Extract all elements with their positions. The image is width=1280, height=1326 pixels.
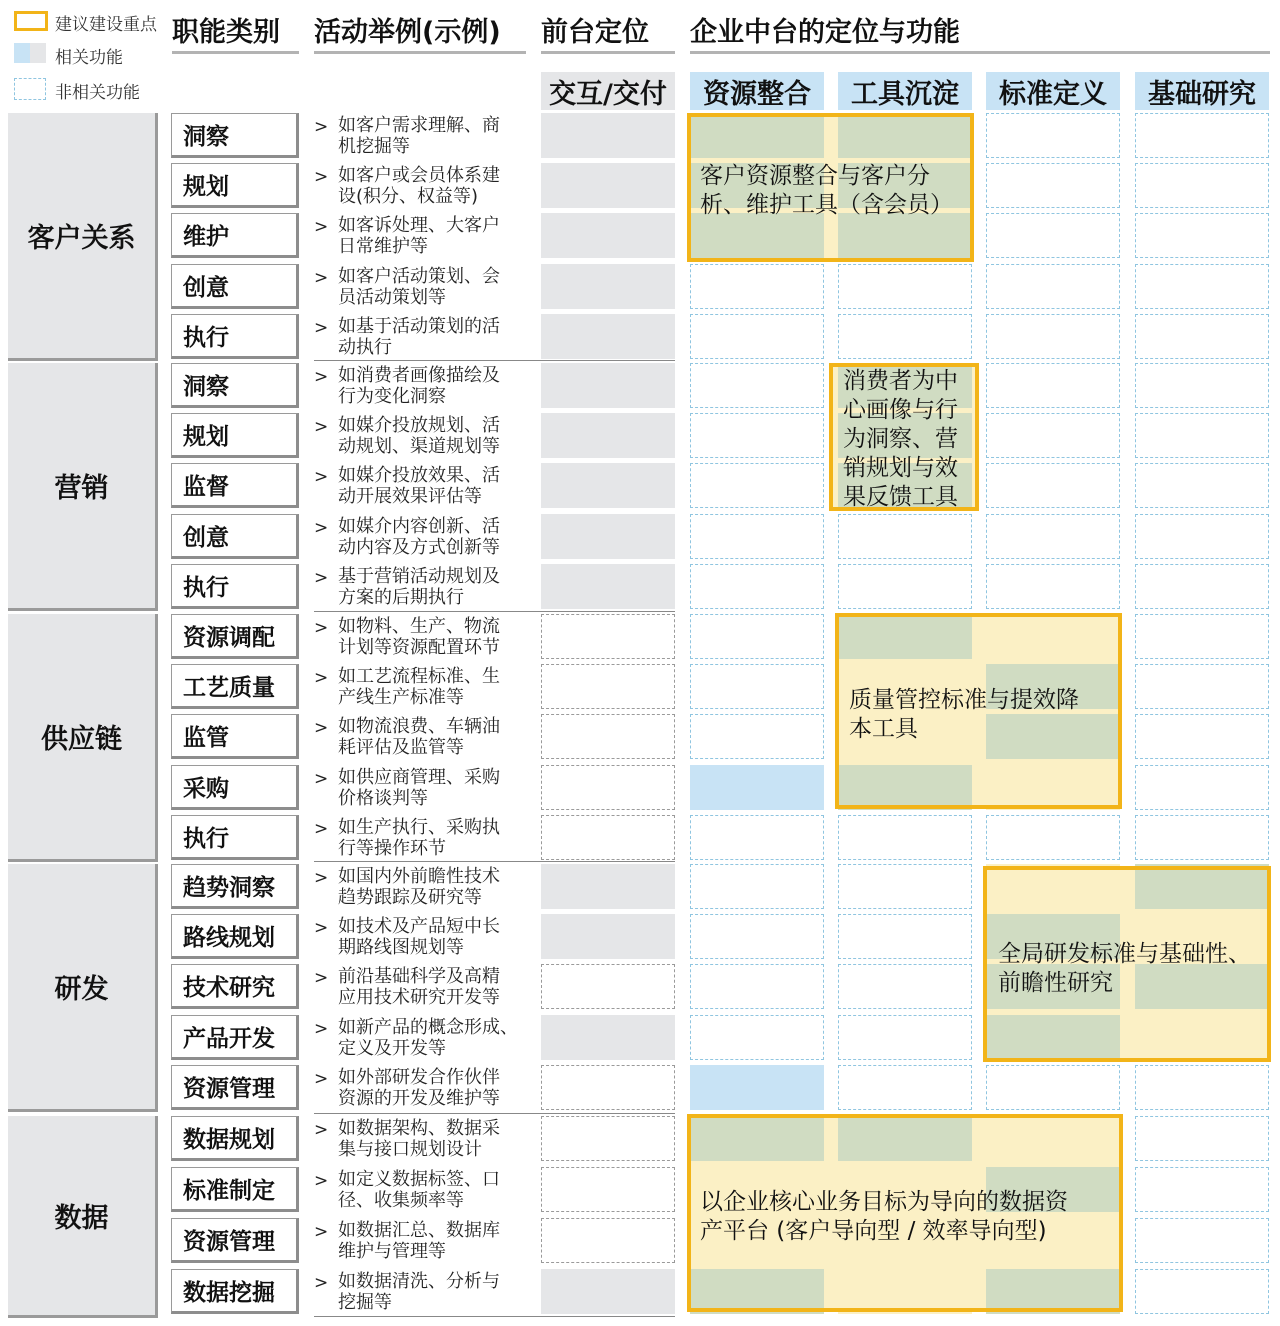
activity-text: 径、收集频率等: [338, 1190, 464, 1211]
highlight-label: 全局研发标准与基础性、: [998, 941, 1251, 967]
function-cell: 资源管理: [171, 1218, 299, 1263]
activity-text: 行等操作环节: [338, 838, 446, 859]
middle-cell-unrelated: [838, 864, 972, 909]
activity-bullet-icon: >: [314, 417, 329, 437]
front-cell: [541, 463, 675, 508]
function-cell: 数据挖掘: [171, 1269, 299, 1314]
activity-bullet-icon: >: [314, 668, 329, 688]
middle-cell-unrelated: [838, 1015, 972, 1060]
middle-cell-unrelated: [1135, 1116, 1269, 1161]
function-cell: 路线规划: [171, 914, 299, 959]
middle-cell-unrelated: [1135, 1065, 1269, 1110]
function-cell: 资源管理: [171, 1065, 299, 1110]
middle-cell-unrelated: [838, 564, 972, 609]
activity-text: 如客户或会员体系建: [338, 165, 500, 186]
front-cell: [541, 413, 675, 458]
middle-cell-unrelated: [690, 614, 824, 659]
activity-bullet-icon: >: [314, 268, 329, 288]
front-cell: [541, 1167, 675, 1212]
middle-cell-unrelated: [1135, 664, 1269, 709]
activity-text: 计划等资源配置环节: [338, 637, 500, 658]
activity-bullet-icon: >: [314, 1019, 329, 1039]
activity-bullet-icon: >: [314, 1069, 329, 1089]
function-cell: 标准制定: [171, 1167, 299, 1212]
front-cell: [541, 1116, 675, 1161]
highlight-label: 客户资源整合与客户分: [700, 163, 930, 189]
middle-cell-unrelated: [690, 314, 824, 359]
function-cell: 采购: [171, 765, 299, 810]
middle-cell-unrelated: [1135, 413, 1269, 458]
activity-text: 如消费者画像描绘及: [338, 365, 500, 386]
activity-text: 动规划、渠道规划等: [338, 436, 500, 457]
middle-cell-unrelated: [986, 213, 1120, 258]
highlight-label: 以企业核心业务目标为导向的数据资: [700, 1189, 1068, 1215]
middle-cell-unrelated: [986, 314, 1120, 359]
activity-bullet-icon: >: [314, 718, 329, 738]
middle-cell-unrelated: [986, 264, 1120, 309]
activity-bullet-icon: >: [314, 117, 329, 137]
activity-text: 如工艺流程标准、生: [338, 666, 500, 687]
activity-text: 如供应商管理、采购: [338, 767, 500, 788]
highlight-label: 消费者为中: [843, 368, 958, 394]
middle-cell-unrelated: [838, 314, 972, 359]
activity-text: 前沿基础科学及高精: [338, 966, 500, 987]
activity-bullet-icon: >: [314, 568, 329, 588]
middle-cell-unrelated: [690, 463, 824, 508]
middle-cell-unrelated: [1135, 163, 1269, 208]
activity-text: 日常维护等: [338, 236, 428, 257]
front-cell: [541, 815, 675, 860]
middle-cell-unrelated: [1135, 1218, 1269, 1263]
middle-cell-unrelated: [986, 815, 1120, 860]
front-cell: [541, 564, 675, 609]
activity-bullet-icon: >: [314, 367, 329, 387]
activity-text: 如技术及产品短中长: [338, 916, 500, 937]
header-middle: 企业中台的定位与功能: [690, 17, 960, 48]
front-cell: [541, 765, 675, 810]
category-rnd: 研发: [8, 864, 158, 1112]
middle-cell-related: [690, 765, 824, 810]
group-separator: [314, 360, 675, 361]
highlight-label: 质量管控标准与提效降: [849, 687, 1079, 713]
function-cell: 维护: [171, 213, 299, 258]
middle-cell-unrelated: [690, 564, 824, 609]
front-cell: [541, 514, 675, 559]
activity-text: 如物料、生产、物流: [338, 616, 500, 637]
activity-text: 挖掘等: [338, 1292, 392, 1313]
middle-cell-unrelated: [1135, 1167, 1269, 1212]
front-cell: [541, 113, 675, 158]
middle-cell-unrelated: [986, 463, 1120, 508]
middle-cell-unrelated: [690, 964, 824, 1009]
activity-bullet-icon: >: [314, 167, 329, 187]
activity-text: 行为变化洞察: [338, 386, 446, 407]
subheader-tools: 工具沉淀: [838, 72, 972, 110]
middle-cell-unrelated: [986, 1065, 1120, 1110]
middle-cell-unrelated: [838, 815, 972, 860]
activity-bullet-icon: >: [314, 467, 329, 487]
middle-cell-related: [690, 1065, 824, 1110]
front-cell: [541, 213, 675, 258]
activity-text: 如媒介内容创新、活: [338, 516, 500, 537]
activity-text: 如客户活动策划、会: [338, 266, 500, 287]
highlight-label: 销规划与效: [843, 455, 958, 481]
middle-cell-unrelated: [1135, 463, 1269, 508]
middle-cell-unrelated: [1135, 564, 1269, 609]
middle-cell-unrelated: [1135, 514, 1269, 559]
highlight-label: 析、维护工具（含会员）: [700, 192, 953, 218]
function-cell: 洞察: [171, 363, 299, 408]
activity-text: 如新产品的概念形成、: [338, 1017, 518, 1038]
activity-bullet-icon: >: [314, 968, 329, 988]
legend-related-swatch-gray: [30, 43, 46, 63]
front-cell: [541, 1065, 675, 1110]
activity-bullet-icon: >: [314, 918, 329, 938]
front-cell: [541, 1269, 675, 1314]
activity-text: 如客户需求理解、商: [338, 115, 500, 136]
activity-text: 应用技术研究开发等: [338, 987, 500, 1008]
middle-cell-unrelated: [690, 514, 824, 559]
activity-bullet-icon: >: [314, 518, 329, 538]
activity-text: 动开展效果评估等: [338, 486, 482, 507]
function-cell: 趋势洞察: [171, 864, 299, 909]
activity-text: 耗评估及监管等: [338, 737, 464, 758]
group-separator: [314, 1316, 675, 1317]
activity-text: 如外部研发合作伙伴: [338, 1067, 500, 1088]
highlight-label: 本工具: [849, 716, 918, 742]
legend-key-label: 建议建设重点: [55, 15, 157, 35]
middle-cell-unrelated: [690, 264, 824, 309]
activity-text: 如定义数据标签、口: [338, 1169, 500, 1190]
activity-bullet-icon: >: [314, 868, 329, 888]
subheader-resource: 资源整合: [690, 72, 824, 110]
front-cell: [541, 314, 675, 359]
middle-cell-unrelated: [690, 664, 824, 709]
middle-cell-unrelated: [986, 363, 1120, 408]
activity-bullet-icon: >: [314, 819, 329, 839]
activity-text: 动执行: [338, 337, 392, 358]
activity-text: 期路线图规划等: [338, 937, 464, 958]
middle-cell-unrelated: [1135, 363, 1269, 408]
function-cell: 产品开发: [171, 1015, 299, 1060]
middle-cell-unrelated: [1135, 614, 1269, 659]
header-front: 前台定位: [541, 17, 649, 48]
front-cell: [541, 714, 675, 759]
activity-text: 如数据汇总、数据库: [338, 1220, 500, 1241]
header-front-rule: [541, 51, 675, 54]
activity-text: 如客诉处理、大客户: [338, 215, 500, 236]
function-cell: 执行: [171, 314, 299, 359]
middle-cell-unrelated: [986, 113, 1120, 158]
category-customer-relations: 客户关系: [8, 113, 158, 361]
middle-cell-unrelated: [1135, 765, 1269, 810]
activity-text: 动内容及方式创新等: [338, 537, 500, 558]
activity-text: 定义及开发等: [338, 1038, 446, 1059]
activity-bullet-icon: >: [314, 1120, 329, 1140]
activity-bullet-icon: >: [314, 618, 329, 638]
group-separator: [314, 611, 675, 612]
function-cell: 执行: [171, 815, 299, 860]
activity-bullet-icon: >: [314, 1273, 329, 1293]
activity-text: 员活动策划等: [338, 287, 446, 308]
function-cell: 监督: [171, 463, 299, 508]
function-cell: 创意: [171, 514, 299, 559]
middle-cell-unrelated: [1135, 314, 1269, 359]
activity-bullet-icon: >: [314, 1171, 329, 1191]
front-cell: [541, 664, 675, 709]
front-cell: [541, 163, 675, 208]
highlight-label: 产平台 (客户导向型 / 效率导向型): [700, 1218, 1047, 1244]
activity-text: 产线生产标准等: [338, 687, 464, 708]
category-supply-chain: 供应链: [8, 614, 158, 862]
middle-cell-unrelated: [690, 714, 824, 759]
middle-cell-unrelated: [1135, 714, 1269, 759]
group-separator: [314, 861, 675, 862]
front-cell: [541, 964, 675, 1009]
function-cell: 工艺质量: [171, 664, 299, 709]
middle-cell-unrelated: [838, 264, 972, 309]
activity-text: 方案的后期执行: [338, 587, 464, 608]
activity-text: 机挖掘等: [338, 136, 410, 157]
activity-text: 如国内外前瞻性技术: [338, 866, 500, 887]
activity-bullet-icon: >: [314, 217, 329, 237]
function-cell: 执行: [171, 564, 299, 609]
activity-text: 价格谈判等: [338, 788, 428, 809]
subheader-standards: 标准定义: [986, 72, 1120, 110]
middle-cell-unrelated: [1135, 815, 1269, 860]
middle-cell-unrelated: [1135, 113, 1269, 158]
function-cell: 规划: [171, 413, 299, 458]
activity-bullet-icon: >: [314, 318, 329, 338]
activity-text: 集与接口规划设计: [338, 1139, 482, 1160]
activity-bullet-icon: >: [314, 769, 329, 789]
header-category: 职能类别: [172, 17, 280, 48]
header-activity-rule: [314, 51, 526, 54]
highlight-label: 心画像与行: [843, 397, 958, 423]
middle-cell-unrelated: [690, 363, 824, 408]
highlight-label: 果反馈工具: [843, 484, 958, 510]
legend-unrelated-swatch: [14, 78, 46, 100]
middle-cell-unrelated: [690, 1015, 824, 1060]
activity-text: 如媒介投放效果、活: [338, 465, 500, 486]
subheader-front: 交互/交付: [541, 72, 675, 110]
front-cell: [541, 363, 675, 408]
activity-text: 如物流浪费、车辆油: [338, 716, 500, 737]
function-cell: 监管: [171, 714, 299, 759]
group-separator: [314, 1113, 675, 1114]
function-cell: 数据规划: [171, 1116, 299, 1161]
legend-related-swatch: [14, 43, 30, 63]
highlight-label: 前瞻性研究: [998, 970, 1113, 996]
header-middle-rule: [690, 51, 1270, 54]
middle-cell-unrelated: [986, 163, 1120, 208]
middle-cell-unrelated: [1135, 213, 1269, 258]
highlight-label: 为洞察、营: [843, 426, 958, 452]
middle-cell-unrelated: [838, 1065, 972, 1110]
function-cell: 洞察: [171, 113, 299, 158]
activity-text: 如数据架构、数据采: [338, 1118, 500, 1139]
middle-cell-unrelated: [986, 413, 1120, 458]
front-cell: [541, 864, 675, 909]
legend-key-swatch: [14, 11, 48, 31]
front-cell: [541, 1015, 675, 1060]
middle-cell-unrelated: [838, 914, 972, 959]
middle-cell-unrelated: [690, 413, 824, 458]
header-activity: 活动举例(示例): [314, 17, 501, 48]
activity-text: 基于营销活动规划及: [338, 566, 500, 587]
activity-text: 如基于活动策划的活: [338, 316, 500, 337]
activity-text: 维护与管理等: [338, 1241, 446, 1262]
category-data: 数据: [8, 1116, 158, 1318]
header-category-rule: [172, 51, 299, 54]
middle-cell-unrelated: [986, 514, 1120, 559]
front-cell: [541, 914, 675, 959]
activity-text: 如数据清洗、分析与: [338, 1271, 500, 1292]
middle-cell-unrelated: [1135, 1269, 1269, 1314]
legend-related-label: 相关功能: [55, 48, 123, 68]
activity-text: 资源的开发及维护等: [338, 1088, 500, 1109]
middle-cell-unrelated: [690, 815, 824, 860]
activity-text: 如媒介投放规划、活: [338, 415, 500, 436]
middle-cell-unrelated: [690, 864, 824, 909]
legend-unrelated-label: 非相关功能: [55, 83, 140, 103]
function-cell: 资源调配: [171, 614, 299, 659]
function-cell: 创意: [171, 264, 299, 309]
middle-cell-unrelated: [986, 564, 1120, 609]
middle-cell-unrelated: [838, 514, 972, 559]
front-cell: [541, 1218, 675, 1263]
activity-text: 趋势跟踪及研究等: [338, 887, 482, 908]
front-cell: [541, 264, 675, 309]
subheader-research: 基础研究: [1135, 72, 1269, 110]
middle-cell-unrelated: [690, 914, 824, 959]
activity-text: 设(积分、权益等): [338, 186, 479, 207]
activity-bullet-icon: >: [314, 1222, 329, 1242]
middle-cell-unrelated: [1135, 264, 1269, 309]
function-cell: 规划: [171, 163, 299, 208]
category-marketing: 营销: [8, 363, 158, 611]
middle-cell-unrelated: [838, 964, 972, 1009]
function-cell: 技术研究: [171, 964, 299, 1009]
activity-text: 如生产执行、采购执: [338, 817, 500, 838]
front-cell: [541, 614, 675, 659]
